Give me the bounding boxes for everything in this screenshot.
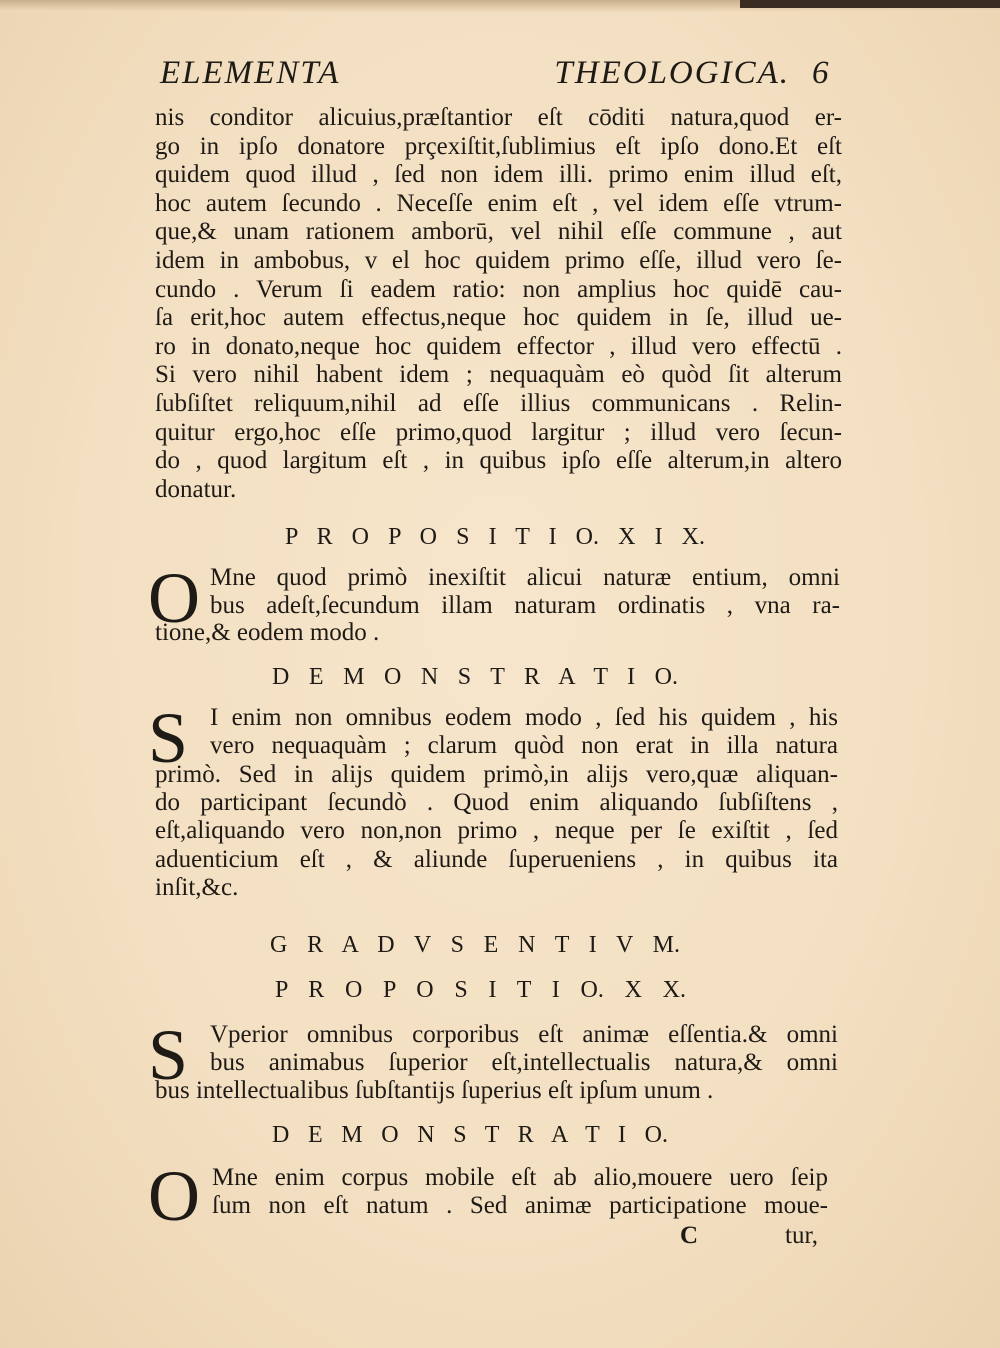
drop-cap: S [148, 698, 189, 778]
drop-cap: S [148, 1015, 189, 1095]
page-top-edge [0, 0, 1000, 12]
text-line: Si vero nihil habent idem ; nequaquàm eò quòd ſit alterum [155, 361, 842, 389]
text-line: cundo . Verum ſi eadem ratio: non amplius hoc quidē cau- [155, 275, 842, 303]
text-line: ro in donato,neque hoc quidem effector , illud vero effectū . [155, 332, 842, 360]
text-line: go in ipſo donatore prçexiſtit,ſublimius eſt ipſo dono.Et eſt [155, 132, 842, 160]
text-line: eſt,aliquando vero non,non primo , neque per ſe exiſtit , ſed [155, 817, 838, 845]
catchword: tur, [785, 1222, 819, 1249]
text-line: bus intellectualibus ſubſtantijs ſuperius eſt ipſum unum . [155, 1077, 714, 1104]
text-line: do participant ſecundò . Quod enim aliquando ſubſiſtens , [155, 788, 838, 816]
text-line: quitur ergo,hoc eſſe primo,quod largitur ; illud vero ſecun- [155, 418, 842, 446]
drop-cap: O [148, 558, 200, 638]
signature-mark: C [680, 1222, 699, 1249]
section-heading: P R O P O S I T I O. X I X. [285, 524, 705, 550]
text-line: donatur. [155, 475, 237, 503]
text-line: do , quod largitum eſt , in quibus ipſo eſſe alterum,in altero [155, 447, 842, 475]
text-line: vero nequaquàm ; clarum quòd non erat in illa natura [210, 732, 838, 760]
text-line: idem in ambobus, v el hoc quidem primo eſſe, illud vero ſe- [155, 247, 842, 274]
section-heading: P R O P O S I T I O. X X. [275, 977, 686, 1003]
text-line: hoc autem ſecundo . Neceſſe enim eſt , vel idem eſſe vtrum- [155, 189, 842, 217]
text-line: Mne quod primò inexiſtit alicui naturæ entium, omni [210, 564, 840, 591]
text-line: ſum non eſt natum . Sed animæ participatione moue- [212, 1192, 828, 1219]
drop-cap: O [148, 1156, 200, 1236]
text-line: ſubſiſtet reliquum,nihil ad eſſe illius communicans . Relin- [155, 390, 842, 417]
text-line: bus adeſt,ſecundum illam naturam ordinatis , vna ra- [210, 591, 840, 619]
text-line: tione,& eodem modo . [155, 619, 380, 646]
text-line: I enim non omnibus eodem modo , ſed his quidem , his [210, 704, 838, 731]
text-line: nis conditor alicuius,præſtantior eſt cōditi natura,quod er- [155, 104, 842, 131]
section-heading: D E M O N S T R A T I O. [272, 1122, 668, 1148]
text-line: aduenticium eſt , & aliunde ſuperueniens , in quibus ita [155, 845, 838, 873]
text-line: bus animabus ſuperior eſt,intellectualis natura,& omni [210, 1049, 838, 1076]
text-line: Vperior omnibus corporibus eſt animæ eſſentia.& omni [210, 1021, 838, 1048]
running-title: ELEMENTA THEOLOGICA. [160, 55, 790, 91]
text-line: quidem quod illud , ſed non idem illi. primo enim illud eſt, [155, 161, 842, 189]
text-line: Mne enim corpus mobile eſt ab alio,mouere uero ſeip [212, 1164, 828, 1191]
text-line: ſa erit,hoc autem effectus,neque hoc quidem in ſe, illud ue- [155, 304, 842, 332]
section-heading: G R A D V S E N T I V M. [270, 932, 680, 958]
section-heading: D E M O N S T R A T I O. [272, 664, 678, 690]
text-line: inſit,&c. [155, 873, 239, 901]
page-number: 6 [812, 55, 829, 91]
text-line: que,& unam rationem amborū, vel nihil eſſe commune , aut [155, 218, 842, 246]
text-line: primò. Sed in alijs quidem primò,in alijs vero,quæ aliquan- [155, 760, 838, 788]
